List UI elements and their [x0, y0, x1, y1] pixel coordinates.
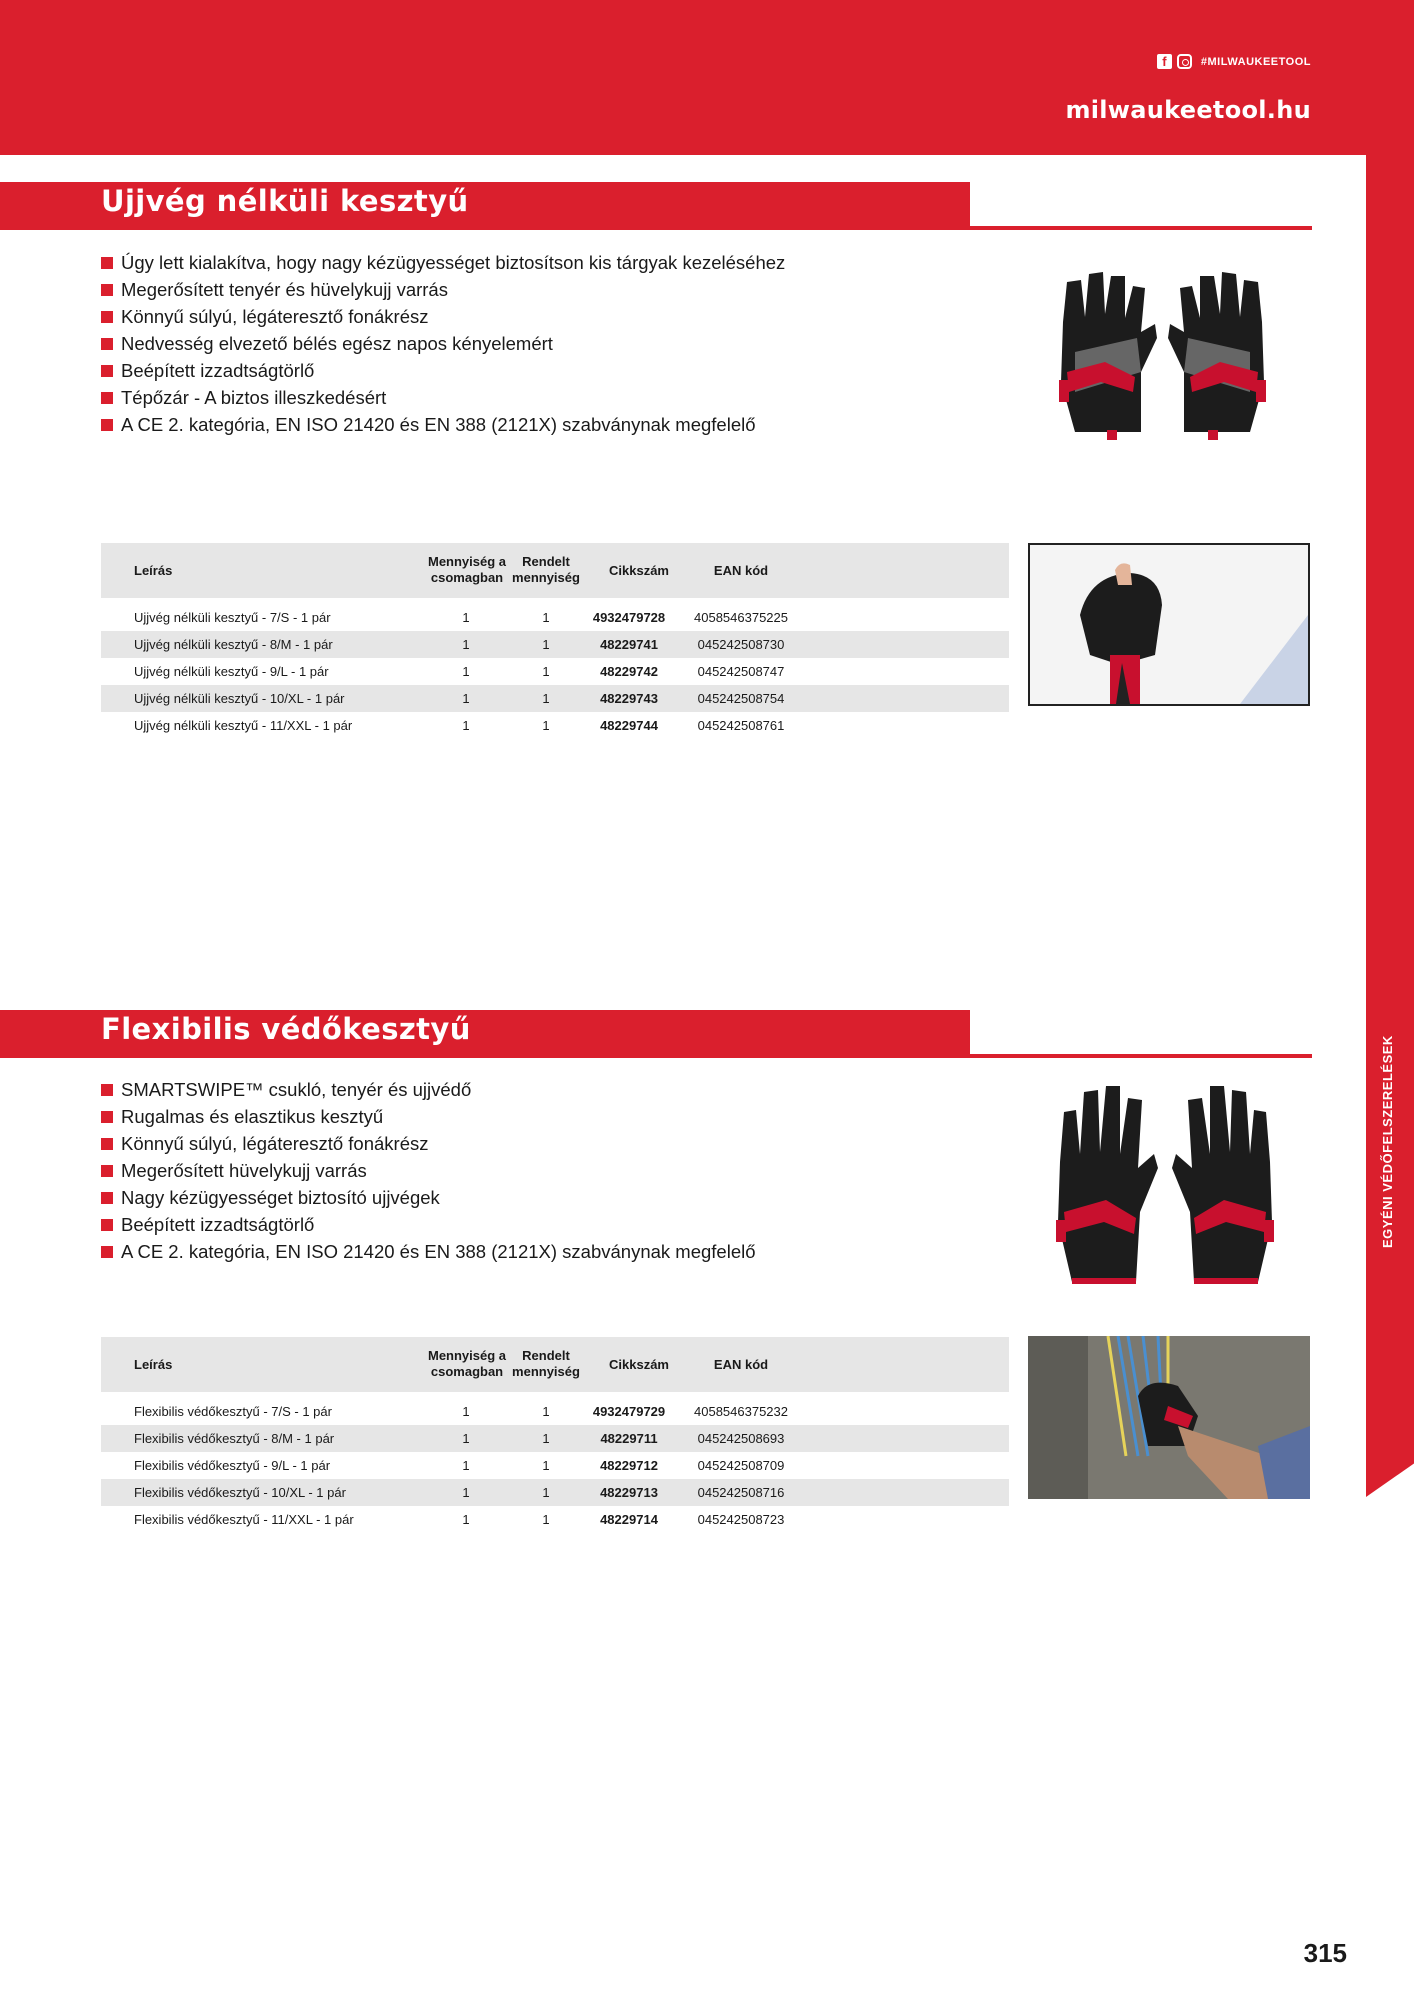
- facebook-icon[interactable]: f: [1157, 54, 1172, 69]
- table-row: Ujjvég nélküli kesztyű - 9/L - 1 pár 1 1 48229742 045242508747: [134, 664, 785, 679]
- feature-item: Beépített izzadtságtörlő: [101, 1211, 756, 1238]
- table-row: Ujjvég nélküli kesztyű - 11/XXL - 1 pár 1 1 48229744 045242508761: [134, 718, 785, 733]
- bullet-square-icon: [101, 1219, 113, 1231]
- bullet-square-icon: [101, 1138, 113, 1150]
- bullet-square-icon: [101, 419, 113, 431]
- table-header: [101, 1337, 1009, 1392]
- feature-list: [101, 249, 785, 438]
- feature-item: Nagy kézügyességet biztosító ujjvégek: [101, 1184, 756, 1211]
- col-header-article: Cikkszám: [609, 1357, 669, 1372]
- table-row: Flexibilis védőkesztyű - 8/M - 1 pár 1 1 48229711 045242508693: [101, 1425, 1009, 1452]
- bullet-square-icon: [101, 257, 113, 269]
- col-header-ordered: Rendelt mennyiség: [512, 1348, 580, 1379]
- flexible-gloves-image: [1050, 1082, 1280, 1292]
- fingerless-gloves-image: [1045, 262, 1280, 447]
- table-row: Flexibilis védőkesztyű - 7/S - 1 pár 1 1 4932479729 4058546375232: [134, 1404, 788, 1419]
- table-row: Flexibilis védőkesztyű - 10/XL - 1 pár 1 1 48229713 045242508716: [101, 1479, 1009, 1506]
- table-row: Ujjvég nélküli kesztyű - 10/XL - 1 pár 1 1 48229743 045242508754: [101, 685, 1009, 712]
- feature-item: Könnyű súlyú, légáteresztő fonákrész: [101, 1130, 756, 1157]
- bullet-square-icon: [101, 365, 113, 377]
- section-title: Flexibilis védőkesztyű: [101, 1012, 471, 1046]
- bullet-square-icon: [101, 392, 113, 404]
- bullet-square-icon: [101, 1192, 113, 1204]
- feature-item: Beépített izzadtságtörlő: [101, 357, 785, 384]
- section-title: Ujjvég nélküli kesztyű: [101, 184, 469, 218]
- bullet-square-icon: [101, 1246, 113, 1258]
- hashtag: #MILWAUKEETOOL: [1200, 55, 1311, 68]
- table-row: Flexibilis védőkesztyű - 11/XXL - 1 pár 1 1 48229714 045242508723: [134, 1512, 785, 1527]
- col-header-description: Leírás: [134, 1357, 173, 1372]
- bullet-square-icon: [101, 1165, 113, 1177]
- glove-usage-photo: [1028, 543, 1310, 706]
- section-divider: [970, 226, 1312, 230]
- feature-list: [101, 1076, 756, 1265]
- glove-usage-photo: [1028, 1336, 1310, 1499]
- feature-item: Úgy lett kialakítva, hogy nagy kézügyességet biztosítson kis tárgyak kezeléséhez: [101, 249, 785, 276]
- instagram-icon[interactable]: [1177, 54, 1192, 69]
- feature-item: A CE 2. kategória, EN ISO 21420 és EN 388 (2121X) szabványnak megfelelő: [101, 1238, 756, 1265]
- col-header-ean: EAN kód: [713, 563, 769, 578]
- bullet-square-icon: [101, 284, 113, 296]
- col-header-ean: EAN kód: [713, 1357, 769, 1372]
- page-number: 315: [1303, 1938, 1347, 1968]
- bullet-square-icon: [101, 1111, 113, 1123]
- feature-item: Megerősített hüvelykujj varrás: [101, 1157, 756, 1184]
- table-row: Ujjvég nélküli kesztyű - 8/M - 1 pár 1 1 48229741 045242508730: [101, 631, 1009, 658]
- table-row: Flexibilis védőkesztyű - 9/L - 1 pár 1 1 48229712 045242508709: [134, 1458, 785, 1473]
- social-links: [1157, 54, 1311, 69]
- col-header-qty: Mennyiség a csomagban: [427, 1348, 507, 1379]
- side-category-tab: [1366, 155, 1414, 1497]
- feature-item: A CE 2. kategória, EN ISO 21420 és EN 388 (2121X) szabványnak megfelelő: [101, 411, 785, 438]
- feature-item: Megerősített tenyér és hüvelykujj varrás: [101, 276, 785, 303]
- table-header: [101, 543, 1009, 598]
- website-link[interactable]: milwaukeetool.hu: [1065, 96, 1311, 124]
- feature-item: Tépőzár - A biztos illeszkedésért: [101, 384, 785, 411]
- section-divider: [970, 1054, 1312, 1058]
- table-row: Ujjvég nélküli kesztyű - 7/S - 1 pár 1 1 4932479728 4058546375225: [134, 610, 788, 625]
- side-category-label: EGYÉNI VÉDŐFELSZERELÉSEK: [1380, 1035, 1395, 1248]
- feature-item: Rugalmas és elasztikus kesztyű: [101, 1103, 756, 1130]
- feature-item: SMARTSWIPE™ csukló, tenyér és ujjvédő: [101, 1076, 756, 1103]
- bullet-square-icon: [101, 1084, 113, 1096]
- feature-item: Nedvesség elvezető bélés egész napos kényelemért: [101, 330, 785, 357]
- product-table: [101, 543, 1009, 739]
- col-header-ordered: Rendelt mennyiség: [512, 554, 580, 585]
- bullet-square-icon: [101, 311, 113, 323]
- col-header-description: Leírás: [134, 563, 173, 578]
- col-header-article: Cikkszám: [609, 563, 669, 578]
- bullet-square-icon: [101, 338, 113, 350]
- feature-item: Könnyű súlyú, légáteresztő fonákrész: [101, 303, 785, 330]
- col-header-qty: Mennyiség a csomagban: [427, 554, 507, 585]
- header-bar: [0, 0, 1414, 155]
- product-table: [101, 1337, 1009, 1533]
